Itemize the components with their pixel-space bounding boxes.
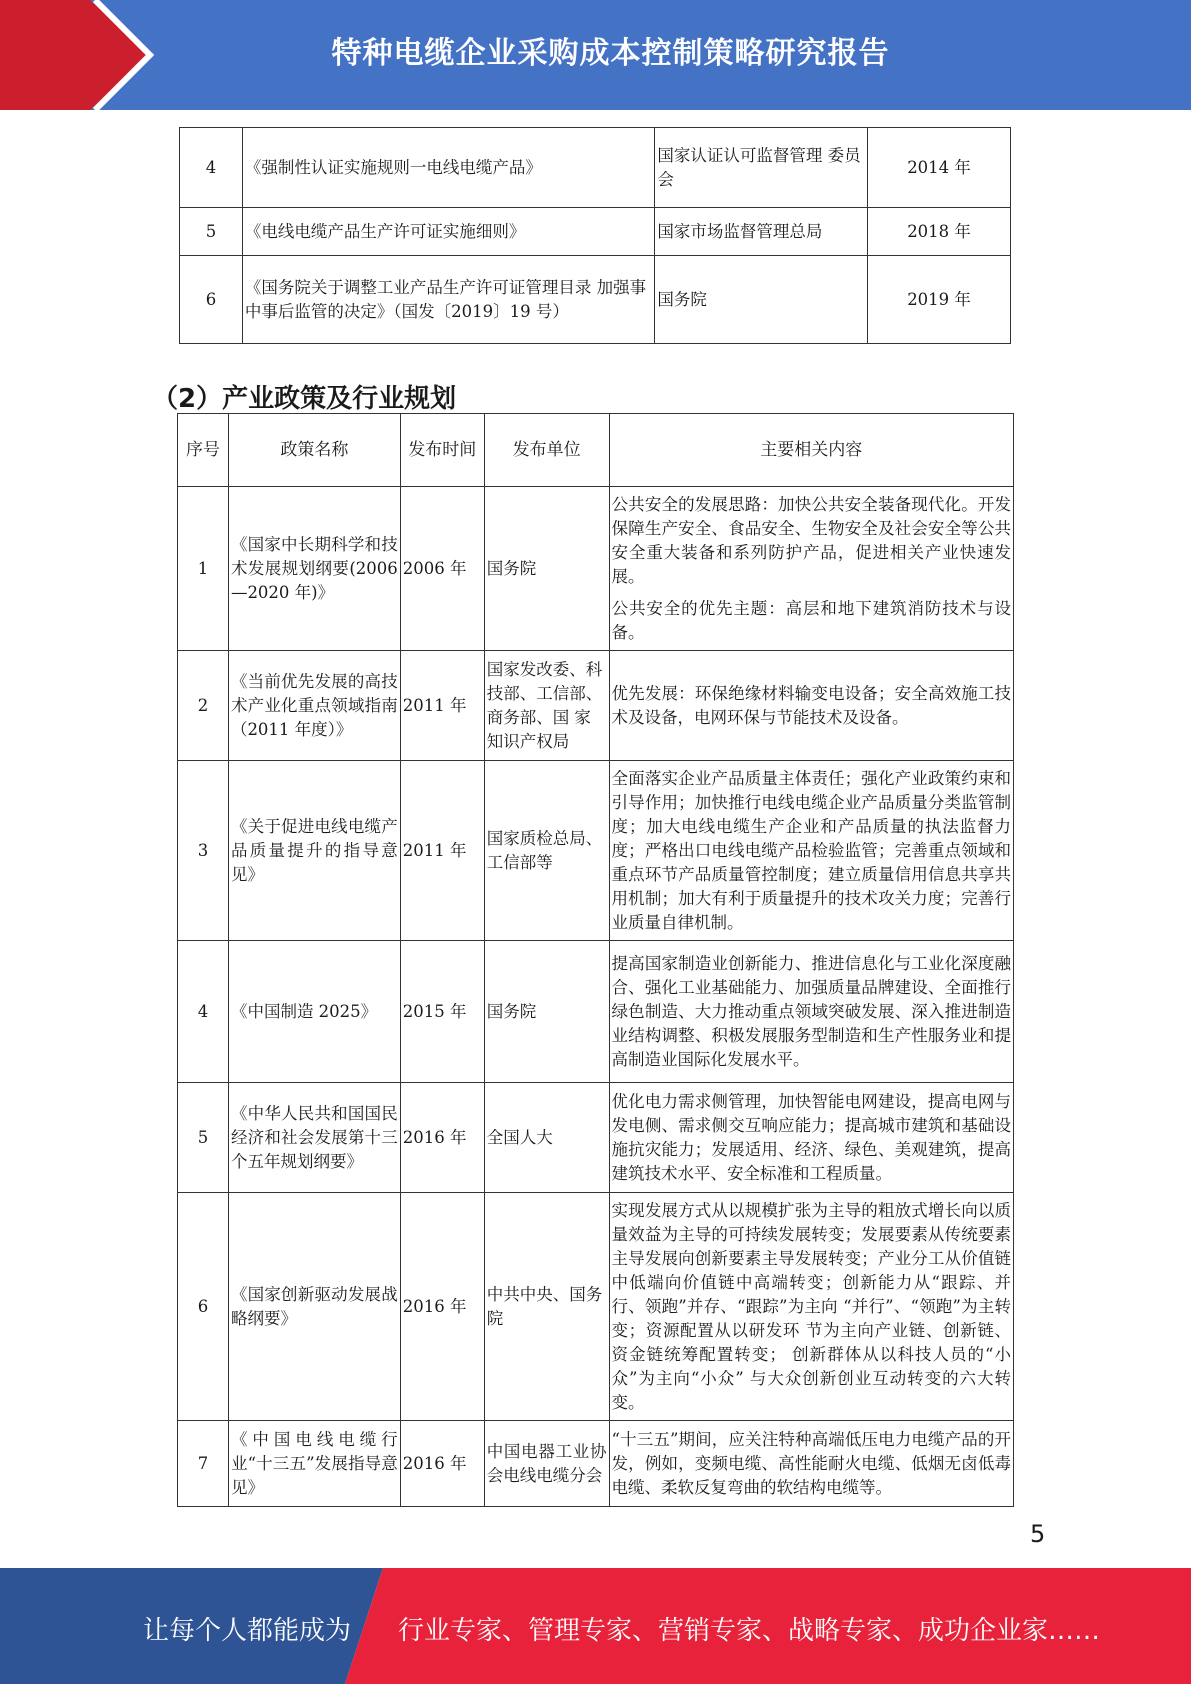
table-row xyxy=(180,256,1011,344)
issuing-org: 国家市场监督管理总局 xyxy=(655,208,868,256)
policy-content xyxy=(609,1083,1013,1193)
policy-name: 《当前优先发展的高技术产业化重点领域指南（2011 年度）》 xyxy=(228,651,400,761)
issue-year: 2018 年 xyxy=(868,208,1011,256)
issuing-org: 国家认证认可监督管理 委员会 xyxy=(655,128,868,208)
policy-org: 全国人大 xyxy=(484,1083,609,1193)
page-number: 5 xyxy=(1030,1520,1046,1548)
issuing-org: 国务院 xyxy=(655,256,868,344)
regulation-name: 《强制性认证实施规则一电线电缆产品》 xyxy=(242,128,655,208)
row-no: 6 xyxy=(178,1193,229,1421)
header-name: 政策名称 xyxy=(228,414,400,487)
table-row xyxy=(178,487,1014,651)
policy-time: 2006 年 xyxy=(400,487,484,651)
content-paragraph: 公共安全的优先主题：高层和地下建筑消防技术与设备。 xyxy=(611,598,1011,642)
regulation-name: 《电线电缆产品生产许可证实施细则》 xyxy=(242,208,655,256)
footer-slogan-right: 行业专家、管理专家、营销专家、战略专家、成功企业家…… xyxy=(398,1616,1101,1646)
content-paragraph: 优化电力需求侧管理，加快智能电网建设，提高电网与发电侧、需求侧交互响应能力；提高城市建筑和基础设施抗灾能力；发展适用、经济、绿色、美观建筑，提高建筑技术水平、安全标准和工程质量。 xyxy=(611,1091,1011,1183)
policy-org: 国家发改委、科技部、工信部、商务部、国 家知识产权局 xyxy=(484,651,609,761)
table-row xyxy=(178,941,1014,1083)
row-no: 5 xyxy=(180,208,243,256)
content-paragraph: 全面落实企业产品质量主体责任；强化产业政策约束和引导作用；加快推行电线电缆企业产品质量分类监管制度；加大电线电缆生产企业和产品质量的执法监督力度；严格出口电线电缆产品检验监管；完善重点领域和重点环节产品质量管控制度；建立质量信用信息共享共用机制；加大有利于质量提升的技术攻关力度；完善行业质量自律机制。 xyxy=(611,768,1011,932)
page-header xyxy=(0,0,1191,110)
policy-name: 《国家中长期科学和技术发展规划纲要(2006—2020 年)》 xyxy=(228,487,400,651)
policy-content xyxy=(609,761,1013,941)
policy-org: 国家质检总局、工信部等 xyxy=(484,761,609,941)
table-row xyxy=(178,1421,1014,1507)
policy-content xyxy=(609,1421,1013,1507)
page-footer xyxy=(0,1568,1191,1684)
row-no: 5 xyxy=(178,1083,229,1193)
row-no: 3 xyxy=(178,761,229,941)
policy-time: 2015 年 xyxy=(400,941,484,1083)
content-paragraph: 提高国家制造业创新能力、推进信息化与工业化深度融合、强化工业基础能力、加强质量品牌建设、全面推行绿色制造、大力推动重点领域突破发展、深入推进制造业结构调整、积极发展服务型制造和生产性服务业和提高制造业国际化发展水平。 xyxy=(611,953,1011,1069)
policy-content xyxy=(609,487,1013,651)
policy-table xyxy=(177,413,1014,1507)
row-no: 7 xyxy=(178,1421,229,1507)
policy-name: 《中华人民共和国国民经济和社会发展第十三个五年规划纲要》 xyxy=(228,1083,400,1193)
row-no: 2 xyxy=(178,651,229,761)
footer-slogan-left: 让每个人都能成为 xyxy=(143,1616,352,1646)
policy-time: 2016 年 xyxy=(400,1083,484,1193)
section-title: （2）产业政策及行业规划 xyxy=(152,384,457,414)
content-paragraph: 优先发展：环保绝缘材料输变电设备；安全高效施工技术及设备，电网环保与节能技术及设备。 xyxy=(611,683,1011,727)
content-paragraph: 实现发展方式从以规模扩张为主导的粗放式增长向以质量效益为主导的可持续发展转变；发展要素从传统要素主导发展向创新要素主导发展转变；产业分工从价值链中低端向价值链中高端转变；创新能力从“跟踪、并行、领跑”并存、“跟踪”为主向 “并行”、“领跑”为主转变；资源配置从以研发环 节为主向产业链、创新链、资金链统筹配置转变； 创新群体从以科技人员的“小众”为主向“小众” 与大众创新创业互动转变的六大转变。 xyxy=(611,1200,1011,1412)
policy-name: 《中国电线电缆行业“十三五”发展指导意见》 xyxy=(228,1421,400,1507)
row-no: 6 xyxy=(180,256,243,344)
policy-time: 2016 年 xyxy=(400,1193,484,1421)
policy-org: 中国电器工业协会电线电缆分会 xyxy=(484,1421,609,1507)
row-no: 4 xyxy=(180,128,243,208)
table-row xyxy=(178,1083,1014,1193)
row-no: 1 xyxy=(178,487,229,651)
policy-content xyxy=(609,651,1013,761)
table-row xyxy=(178,761,1014,941)
table-header-row xyxy=(178,414,1014,487)
header-org: 发布单位 xyxy=(484,414,609,487)
table-row xyxy=(180,128,1011,208)
policy-time: 2016 年 xyxy=(400,1421,484,1507)
policy-content xyxy=(609,1193,1013,1421)
header-no: 序号 xyxy=(178,414,229,487)
header-content: 主要相关内容 xyxy=(609,414,1013,487)
table-row xyxy=(178,1193,1014,1421)
issue-year: 2019 年 xyxy=(868,256,1011,344)
policy-time: 2011 年 xyxy=(400,761,484,941)
policy-org: 中共中央、国务院 xyxy=(484,1193,609,1421)
policy-name: 《中国制造 2025》 xyxy=(228,941,400,1083)
policy-time: 2011 年 xyxy=(400,651,484,761)
issue-year: 2014 年 xyxy=(868,128,1011,208)
table-row xyxy=(180,208,1011,256)
policy-org: 国务院 xyxy=(484,941,609,1083)
regulation-name: 《国务院关于调整工业产品生产许可证管理目录 加强事中事后监管的决定》（国发〔2019〕19 号） xyxy=(242,256,655,344)
regulation-table xyxy=(179,127,1011,344)
policy-name: 《国家创新驱动发展战略纲要》 xyxy=(228,1193,400,1421)
header-title: 特种电缆企业采购成本控制策略研究报告 xyxy=(331,36,890,71)
policy-org: 国务院 xyxy=(484,487,609,651)
header-time: 发布时间 xyxy=(400,414,484,487)
table-row xyxy=(178,651,1014,761)
content-paragraph: 公共安全的发展思路：加快公共安全装备现代化。开发保障生产安全、食品安全、生物安全及社会安全等公共安全重大装备和系列防护产品，促进相关产业快速发展。 xyxy=(611,494,1011,586)
policy-content xyxy=(609,941,1013,1083)
policy-name: 《关于促进电线电缆产品质量提升的指导意见》 xyxy=(228,761,400,941)
content-paragraph: “十三五”期间，应关注特种高端低压电力电缆产品的开发，例如，变频电缆、高性能耐火电缆、低烟无卤低毒电缆、柔软反复弯曲的软结构电缆等。 xyxy=(611,1429,1011,1497)
row-no: 4 xyxy=(178,941,229,1083)
